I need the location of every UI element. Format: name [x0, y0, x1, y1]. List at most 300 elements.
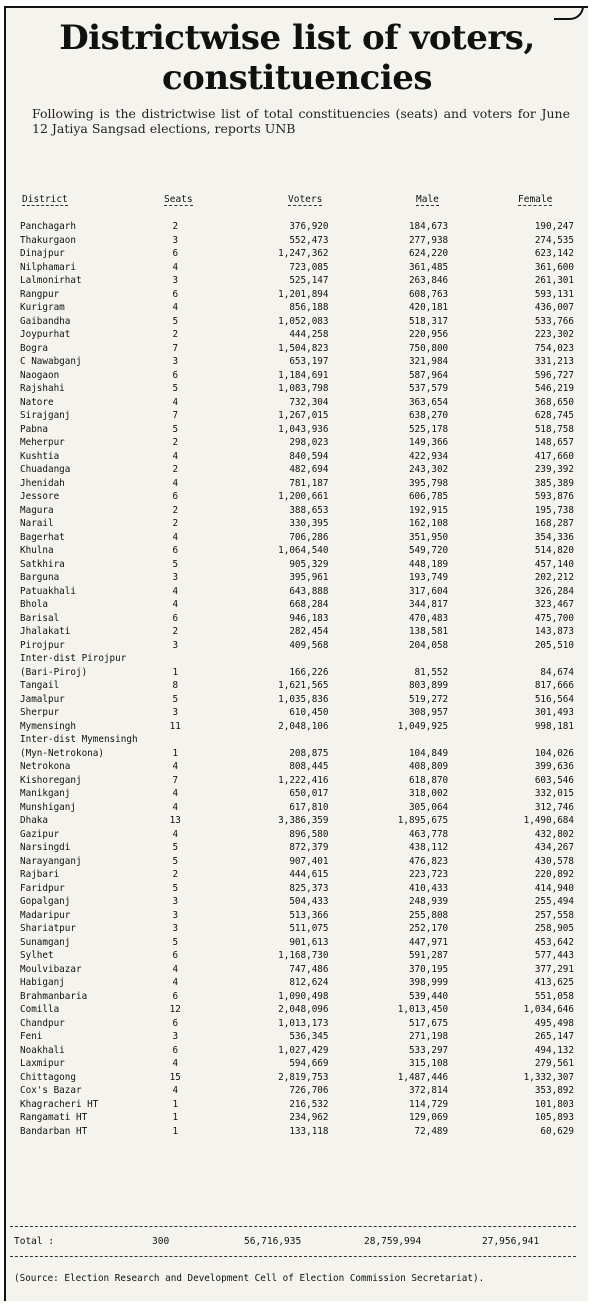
- district-cell: Naogaon: [20, 369, 60, 381]
- district-cell: Mymensingh: [20, 720, 76, 732]
- male-cell: 370,195: [408, 963, 449, 975]
- district-cell: Joypurhat: [20, 329, 71, 340]
- female-cell: 453,642: [534, 936, 574, 948]
- total-voters: 56,716,935: [244, 1236, 302, 1247]
- male-cell: 447,971: [408, 936, 449, 948]
- female-cell: 312,746: [534, 801, 574, 813]
- district-cell: Rangpur: [20, 288, 60, 300]
- table-row: [12, 234, 582, 248]
- voters-cell: 1,222,416: [278, 774, 329, 786]
- voters-cell: 444,615: [289, 869, 329, 880]
- seats-cell: 1: [172, 747, 179, 759]
- seats-cell: 11: [169, 720, 181, 732]
- district-cell: Narsingdi: [20, 842, 71, 853]
- male-cell: 408,809: [408, 761, 449, 772]
- voters-cell: 1,267,015: [278, 410, 329, 421]
- male-cell: 518,317: [408, 315, 449, 327]
- female-cell: 593,876: [534, 491, 574, 502]
- voters-cell: 896,580: [289, 828, 329, 840]
- male-cell: 204,058: [408, 639, 449, 651]
- male-cell: 361,485: [408, 261, 449, 273]
- district-cell: Faridpur: [20, 882, 65, 894]
- female-cell: 257,558: [534, 909, 574, 921]
- female-cell: 413,625: [534, 977, 574, 988]
- table-row: [12, 652, 582, 666]
- seats-cell: 12: [169, 1004, 181, 1015]
- district-cell: Munshiganj: [20, 801, 76, 813]
- district-cell: Kushtia: [20, 450, 60, 462]
- male-cell: 243,302: [408, 464, 449, 475]
- voters-cell: 1,083,798: [278, 383, 329, 394]
- female-cell: 354,336: [534, 531, 574, 543]
- male-cell: 525,178: [408, 423, 449, 435]
- table-row: [12, 247, 582, 261]
- table-row: [12, 1030, 582, 1044]
- male-cell: 470,483: [408, 612, 449, 624]
- female-cell: 258,905: [534, 923, 574, 934]
- table-row: [12, 1044, 582, 1058]
- male-cell: 129,069: [408, 1112, 449, 1123]
- voters-cell: 668,284: [289, 599, 329, 610]
- seats-cell: 4: [172, 261, 179, 273]
- district-cell: Bhola: [20, 599, 48, 610]
- seats-cell: 7: [172, 774, 179, 786]
- voters-cell: 1,035,836: [278, 693, 329, 705]
- district-cell: Gaibandha: [20, 315, 71, 327]
- table-row: [12, 976, 582, 990]
- male-cell: 476,823: [408, 855, 449, 867]
- voters-cell: 907,401: [289, 855, 329, 867]
- male-cell: 315,108: [408, 1058, 449, 1069]
- seats-cell: 6: [172, 612, 179, 624]
- district-cell: Brahmanbaria: [20, 990, 88, 1002]
- voters-cell: 1,200,661: [278, 491, 329, 502]
- voters-cell: 2,048,096: [278, 1004, 329, 1015]
- voters-cell: 1,504,823: [278, 342, 329, 354]
- voters-cell: 388,653: [289, 504, 329, 516]
- female-cell: 436,007: [534, 302, 574, 313]
- table-row: [12, 1057, 582, 1071]
- table-row: [12, 571, 582, 585]
- male-cell: 618,870: [408, 774, 449, 786]
- table-row: [12, 1111, 582, 1125]
- voters-cell: 298,023: [289, 437, 329, 448]
- female-cell: 495,498: [534, 1017, 574, 1029]
- voters-table: [12, 220, 582, 1138]
- table-row: [12, 301, 582, 315]
- district-cell: Comilla: [20, 1004, 60, 1015]
- table-row: [12, 490, 582, 504]
- voters-cell: 2,819,753: [278, 1071, 329, 1083]
- table-row: [12, 760, 582, 774]
- table-row: [12, 504, 582, 518]
- male-cell: 138,581: [408, 626, 449, 637]
- table-row: [12, 544, 582, 558]
- seats-cell: 5: [172, 558, 179, 570]
- female-cell: 353,892: [534, 1085, 574, 1096]
- seats-cell: 4: [172, 396, 179, 408]
- voters-cell: 726,706: [289, 1085, 329, 1096]
- female-cell: 998,181: [534, 720, 574, 732]
- female-cell: 326,284: [534, 585, 574, 597]
- female-cell: 593,131: [534, 288, 574, 300]
- table-row: [12, 1084, 582, 1098]
- district-cell: Magura: [20, 504, 54, 516]
- table-header: [6, 194, 588, 220]
- table-row: [12, 990, 582, 1004]
- voters-cell: 1,201,894: [278, 288, 329, 300]
- male-cell: 149,366: [408, 437, 449, 448]
- total-separator: [10, 1226, 576, 1227]
- district-cell: Khulna: [20, 545, 54, 556]
- seats-cell: 6: [172, 369, 179, 381]
- male-cell: 81,552: [414, 666, 449, 678]
- table-row: [12, 315, 582, 329]
- male-cell: 587,964: [408, 369, 449, 381]
- table-row: [12, 531, 582, 545]
- voters-cell: 536,345: [289, 1031, 329, 1042]
- table-row: [12, 936, 582, 950]
- female-cell: 385,389: [534, 477, 574, 489]
- voters-cell: 1,043,936: [278, 423, 329, 435]
- seats-cell: 3: [172, 896, 179, 907]
- female-cell: 195,738: [534, 504, 574, 516]
- voters-cell: 395,961: [289, 572, 329, 583]
- female-cell: 261,301: [534, 275, 574, 286]
- voters-cell: 444,258: [289, 329, 329, 340]
- male-cell: 803,899: [408, 680, 449, 691]
- voters-cell: 409,568: [289, 639, 329, 651]
- female-cell: 603,546: [534, 774, 574, 786]
- seats-cell: 2: [172, 221, 179, 232]
- voters-cell: 905,329: [289, 558, 329, 570]
- male-cell: 395,798: [408, 477, 449, 489]
- voters-cell: 330,395: [289, 518, 329, 529]
- district-cell: Gopalganj: [20, 896, 71, 907]
- table-row: [12, 612, 582, 626]
- female-cell: 1,332,307: [523, 1071, 574, 1083]
- seats-cell: 5: [172, 855, 179, 867]
- female-cell: 168,287: [534, 518, 574, 529]
- male-cell: 638,270: [408, 410, 449, 421]
- voters-cell: 216,532: [289, 1098, 329, 1110]
- voters-cell: 282,454: [289, 626, 329, 637]
- district-cell: Sylhet: [20, 950, 54, 961]
- female-cell: 148,657: [534, 437, 574, 448]
- female-cell: 754,023: [534, 342, 574, 354]
- total-male: 28,759,994: [364, 1236, 422, 1247]
- seats-cell: 4: [172, 585, 179, 597]
- female-cell: 518,758: [534, 423, 574, 435]
- seats-cell: 1: [172, 1112, 179, 1123]
- table-row: [12, 477, 582, 491]
- seats-cell: 6: [172, 1017, 179, 1029]
- voters-cell: [197, 652, 335, 666]
- seats-cell: 3: [172, 923, 179, 934]
- female-cell: 323,467: [534, 599, 574, 610]
- voters-cell: 643,888: [289, 585, 329, 597]
- voters-cell: 706,286: [289, 531, 329, 543]
- seats-cell: 5: [172, 383, 179, 394]
- table-row: [12, 220, 582, 234]
- female-cell: 434,267: [534, 842, 574, 853]
- seats-cell: 4: [172, 302, 179, 313]
- male-cell: 104,849: [408, 747, 449, 759]
- table-row: [12, 949, 582, 963]
- female-cell: 1,490,684: [523, 815, 574, 826]
- male-cell: 271,198: [408, 1031, 449, 1042]
- seats-cell: 15: [169, 1071, 181, 1083]
- district-cell: Satkhira: [20, 558, 65, 570]
- voters-cell: 511,075: [289, 923, 329, 934]
- seats-cell: 2: [172, 329, 179, 340]
- table-row: [12, 396, 582, 410]
- seats-cell: 3: [172, 639, 179, 651]
- female-cell: 255,494: [534, 896, 574, 907]
- district-cell: Thakurgaon: [20, 234, 76, 246]
- voters-cell: 946,183: [289, 612, 329, 624]
- male-cell: 438,112: [408, 842, 449, 853]
- male-cell: 463,778: [408, 828, 449, 840]
- seats-cell: 4: [172, 450, 179, 462]
- female-cell: 516,564: [534, 693, 574, 705]
- male-cell: 277,938: [408, 234, 449, 246]
- seats-cell: [154, 652, 197, 666]
- voters-cell: 1,052,083: [278, 315, 329, 327]
- district-cell: Inter-dist Mymensingh: [20, 734, 138, 745]
- voters-cell: 133,118: [289, 1125, 329, 1137]
- male-cell: 537,579: [408, 383, 449, 394]
- seats-cell: 5: [172, 842, 179, 853]
- voters-cell: 1,064,540: [278, 545, 329, 556]
- voters-cell: 1,013,173: [278, 1017, 329, 1029]
- district-cell: Panchagarh: [20, 221, 76, 232]
- table-row: [12, 1003, 582, 1017]
- voters-cell: 747,486: [289, 963, 329, 975]
- table-row: [12, 679, 582, 693]
- table-row: [12, 963, 582, 977]
- district-cell: Rangamati HT: [20, 1112, 88, 1123]
- district-cell: Chittagong: [20, 1071, 76, 1083]
- male-cell: 321,984: [408, 356, 449, 367]
- female-cell: 533,766: [534, 315, 574, 327]
- district-cell: Meherpur: [20, 437, 65, 448]
- district-cell: Khagracheri HT: [20, 1098, 99, 1110]
- table-row: [12, 909, 582, 923]
- intro-paragraph: Following is the districtwise list of total constituencies (seats) and voters for June 12 Jatiya Sangsad elections, reports UNB: [32, 106, 570, 136]
- male-cell: 591,287: [408, 950, 449, 961]
- seats-cell: 6: [172, 288, 179, 300]
- district-cell: Narayanganj: [20, 855, 82, 867]
- seats-cell: 3: [172, 1031, 179, 1042]
- seats-cell: 5: [172, 882, 179, 894]
- newspaper-clipping: [4, 6, 588, 1301]
- district-cell: Barisal: [20, 612, 60, 624]
- voters-cell: [197, 733, 335, 747]
- female-cell: 332,015: [534, 788, 574, 799]
- female-cell: 84,674: [540, 666, 574, 678]
- district-cell: Chandpur: [20, 1017, 65, 1029]
- seats-cell: 6: [172, 1044, 179, 1056]
- voters-cell: 732,304: [289, 396, 329, 408]
- voters-cell: 208,875: [289, 747, 329, 759]
- seats-cell: 3: [172, 275, 179, 286]
- male-cell: 252,170: [408, 923, 449, 934]
- district-cell: Patuakhali: [20, 585, 76, 597]
- male-cell: 519,272: [408, 693, 449, 705]
- male-cell: 539,440: [408, 990, 449, 1002]
- table-row: [12, 369, 582, 383]
- male-cell: 162,108: [408, 518, 449, 529]
- seats-cell: 6: [172, 248, 179, 259]
- voters-cell: 1,090,498: [278, 990, 329, 1002]
- table-row: [12, 517, 582, 531]
- male-cell: 1,049,925: [397, 720, 449, 732]
- female-cell: 432,802: [534, 828, 574, 840]
- district-cell: Bogra: [20, 342, 48, 354]
- district-cell: Pirojpur: [20, 639, 65, 651]
- male-cell: 606,785: [408, 491, 449, 502]
- voters-cell: 166,226: [289, 666, 329, 678]
- female-cell: [452, 652, 582, 666]
- voters-cell: 872,379: [289, 842, 329, 853]
- voters-cell: 2,048,106: [278, 720, 329, 732]
- district-cell: Dhaka: [20, 815, 48, 826]
- male-cell: 372,814: [408, 1085, 449, 1096]
- male-cell: 308,957: [408, 707, 449, 718]
- district-cell: Jamalpur: [20, 693, 65, 705]
- table-row: [12, 625, 582, 639]
- district-cell: Inter-dist Pirojpur: [20, 653, 127, 664]
- voters-cell: 825,373: [289, 882, 329, 894]
- male-cell: 318,002: [408, 788, 449, 799]
- voters-cell: 812,624: [289, 977, 329, 988]
- district-cell: Cox's Bazar: [20, 1085, 82, 1096]
- voters-cell: 856,188: [289, 302, 329, 313]
- male-cell: 420,181: [408, 302, 449, 313]
- seats-cell: 2: [172, 869, 179, 880]
- table-row: [12, 814, 582, 828]
- female-cell: 220,892: [534, 869, 574, 880]
- female-cell: 361,600: [534, 261, 574, 273]
- seats-cell: 4: [172, 1058, 179, 1069]
- district-cell: Tangail: [20, 680, 60, 691]
- female-cell: 596,727: [534, 369, 574, 381]
- male-cell: 750,800: [408, 342, 449, 354]
- male-cell: [335, 733, 453, 747]
- column-header-male: Male: [416, 194, 439, 205]
- voters-cell: 610,450: [289, 707, 329, 718]
- table-row: [12, 1125, 582, 1139]
- voters-cell: 723,085: [289, 261, 329, 273]
- column-header-district: District: [22, 194, 68, 205]
- table-row: [12, 342, 582, 356]
- district-cell: Dinajpur: [20, 248, 65, 259]
- female-cell: 399,636: [534, 761, 574, 772]
- male-cell: 533,297: [408, 1044, 449, 1056]
- seats-cell: 4: [172, 761, 179, 772]
- voters-cell: 1,247,362: [278, 248, 329, 259]
- column-header-voters: Voters: [288, 194, 323, 205]
- seats-cell: 4: [172, 828, 179, 840]
- seats-cell: 3: [172, 909, 179, 921]
- female-cell: 190,247: [534, 221, 574, 232]
- table-row: [12, 895, 582, 909]
- district-cell: Habiganj: [20, 977, 65, 988]
- table-row: [12, 598, 582, 612]
- male-cell: 448,189: [408, 558, 449, 570]
- female-cell: 239,392: [534, 464, 574, 475]
- male-cell: 72,489: [414, 1125, 449, 1137]
- voters-cell: 1,168,730: [278, 950, 329, 961]
- total-female: 27,956,941: [482, 1236, 540, 1247]
- female-cell: 577,443: [534, 950, 574, 961]
- female-cell: 430,578: [534, 855, 574, 867]
- seats-cell: 4: [172, 599, 179, 610]
- voters-cell: 3,386,359: [278, 815, 329, 826]
- district-cell: Gazipur: [20, 828, 60, 840]
- district-cell: Pabna: [20, 423, 48, 435]
- table-row: [12, 882, 582, 896]
- table-row: [12, 693, 582, 707]
- table-row: [12, 261, 582, 275]
- table-row: [12, 450, 582, 464]
- district-cell: Manikganj: [20, 788, 71, 799]
- district-cell: Rajshahi: [20, 383, 65, 394]
- voters-cell: 650,017: [289, 788, 329, 799]
- district-cell: Barguna: [20, 572, 60, 583]
- voters-cell: 504,433: [289, 896, 329, 907]
- male-cell: 549,720: [408, 545, 449, 556]
- female-cell: 104,026: [534, 747, 574, 759]
- male-cell: [335, 652, 453, 666]
- seats-cell: 5: [172, 423, 179, 435]
- male-cell: 248,939: [408, 896, 449, 907]
- female-cell: 623,142: [534, 248, 574, 259]
- female-cell: 331,213: [534, 356, 574, 367]
- district-cell: Kishoreganj: [20, 774, 82, 786]
- male-cell: 1,895,675: [397, 815, 449, 826]
- male-cell: 220,956: [408, 329, 449, 340]
- table-row: [12, 922, 582, 936]
- district-cell: Shariatpur: [20, 923, 76, 934]
- female-cell: 143,873: [534, 626, 574, 637]
- female-cell: 368,650: [534, 396, 574, 408]
- male-cell: 351,950: [408, 531, 449, 543]
- district-cell: Natore: [20, 396, 54, 408]
- female-cell: 105,893: [534, 1112, 574, 1123]
- male-cell: 344,817: [408, 599, 449, 610]
- seats-cell: 4: [172, 788, 179, 799]
- female-cell: 546,219: [534, 383, 574, 394]
- column-header-female: Female: [518, 194, 553, 205]
- table-row: [12, 706, 582, 720]
- table-row: [12, 801, 582, 815]
- table-row: [12, 1017, 582, 1031]
- voters-cell: 781,187: [289, 477, 329, 489]
- female-cell: 1,034,646: [523, 1004, 574, 1015]
- voters-cell: 901,613: [289, 936, 329, 948]
- seats-cell: 13: [169, 815, 181, 826]
- female-cell: 457,140: [534, 558, 574, 570]
- seats-cell: 4: [172, 801, 179, 813]
- district-cell: Jhenidah: [20, 477, 65, 489]
- male-cell: 114,729: [408, 1098, 449, 1110]
- female-cell: 205,510: [534, 639, 574, 651]
- male-cell: 422,934: [408, 450, 449, 462]
- male-cell: 624,220: [408, 248, 449, 259]
- table-row: [12, 747, 582, 761]
